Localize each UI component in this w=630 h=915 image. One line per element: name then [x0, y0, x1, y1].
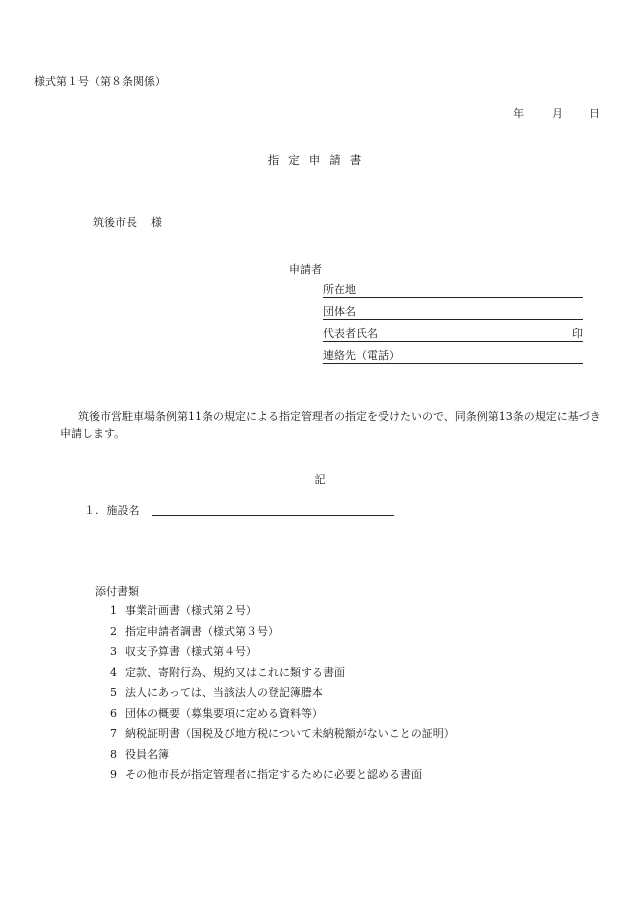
representative-field[interactable]	[323, 328, 583, 342]
facility-label: 施設名	[106, 504, 140, 517]
attachment-number: 3	[110, 645, 117, 658]
attachment-item	[110, 605, 455, 626]
attachment-number: 1	[110, 604, 117, 617]
date-line	[513, 108, 600, 119]
representative-field-label: 代表者氏名	[323, 327, 378, 340]
attachment-text: 法人にあっては、当該法人の登記簿謄本	[125, 686, 323, 699]
attachment-text: 定款、寄附行為、規約又はこれに類する書面	[125, 665, 345, 679]
address-field-label: 所在地	[323, 283, 356, 296]
attachment-item	[110, 728, 455, 749]
attachment-number: 7	[110, 727, 117, 740]
date-month: 月	[552, 107, 563, 120]
attachment-number: 5	[110, 686, 117, 699]
date-year: 年	[513, 107, 524, 120]
attachment-item	[110, 687, 455, 708]
attachment-item	[110, 646, 455, 667]
contact-field[interactable]	[323, 350, 583, 364]
addressee-name: 筑後市長	[93, 216, 137, 229]
attachment-number: 4	[110, 665, 117, 679]
ki-heading: 記	[314, 473, 326, 486]
document-title: 指定申請書	[267, 153, 371, 167]
date-day: 日	[589, 107, 600, 120]
application-statement: 筑後市営駐車場条例第11条の規定による指定管理者の指定を受けたいので、同条例第13条の規定に基づき申請します。	[60, 410, 601, 440]
attachment-item	[110, 626, 455, 647]
address-field[interactable]	[323, 284, 583, 298]
attachment-number: 9	[110, 768, 117, 781]
attachment-item	[110, 708, 455, 729]
attachments-heading: 添付書類	[95, 585, 139, 598]
form-number: 様式第１号（第８条関係）	[34, 75, 166, 88]
facility-number: １.	[84, 504, 99, 517]
seal-mark: 印	[572, 327, 583, 340]
attachment-text: 収支予算書（様式第４号）	[125, 645, 257, 658]
attachment-text: 納税証明書（国税及び地方税について未納税額がないことの証明）	[125, 727, 455, 740]
attachment-text: 指定申請者調書（様式第３号）	[125, 624, 279, 638]
facility-name-field[interactable]	[152, 505, 394, 516]
applicant-label: 申請者	[289, 263, 322, 276]
organization-field-label: 団体名	[323, 305, 356, 318]
addressee	[93, 217, 162, 228]
attachment-item	[110, 769, 455, 790]
attachment-item	[110, 667, 455, 688]
attachment-number: 6	[110, 706, 117, 720]
addressee-honorific: 様	[151, 216, 162, 229]
attachment-text: 役員名簿	[125, 747, 169, 761]
contact-field-label: 連絡先（電話）	[323, 349, 400, 362]
attachment-item	[110, 749, 455, 770]
attachment-text: 団体の概要（募集要項に定める資料等）	[125, 706, 323, 720]
attachment-number: 2	[110, 624, 117, 638]
attachments-list	[110, 605, 455, 790]
attachment-number: 8	[110, 747, 117, 761]
organization-field[interactable]	[323, 306, 583, 320]
attachment-text: その他市長が指定管理者に指定するために必要と認める書面	[125, 768, 422, 781]
facility-name-row	[84, 505, 394, 516]
attachment-text: 事業計画書（様式第２号）	[125, 604, 257, 617]
